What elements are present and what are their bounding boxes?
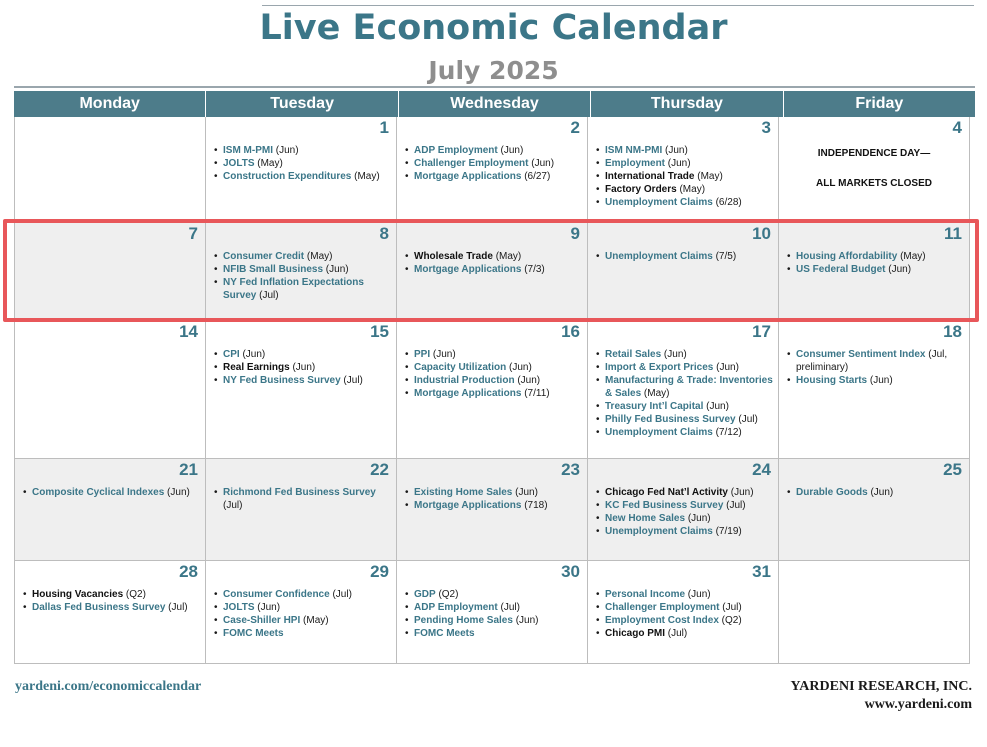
event-item — [596, 374, 774, 400]
event-item — [23, 588, 201, 601]
day-cell — [588, 117, 779, 223]
weekday-thursday: Thursday — [591, 91, 783, 117]
day-cell — [206, 321, 397, 459]
event-item — [214, 627, 392, 640]
event-period: (May) — [641, 388, 670, 399]
day-cell — [588, 561, 779, 664]
event-item — [787, 374, 965, 387]
event-period: (Jul) — [719, 602, 742, 613]
event-link[interactable]: Construction Expenditures — [223, 171, 352, 182]
event-period: (Jun) — [665, 158, 691, 169]
event-list — [15, 561, 205, 614]
event-period: (Jun) — [514, 375, 541, 386]
event-item — [214, 348, 392, 361]
event-period: (May) — [300, 615, 329, 626]
event-period: (Jun) — [867, 487, 894, 498]
event-list — [397, 561, 587, 640]
event-period: (Jul) — [497, 602, 520, 613]
event-link[interactable]: Unemployment Claims — [605, 427, 713, 438]
event-period: (Jun) — [239, 349, 266, 360]
event-period: (Jun) — [164, 487, 190, 498]
event-item — [596, 196, 774, 209]
event-item — [214, 361, 392, 374]
event-period: (Jul, preliminary) — [796, 349, 948, 373]
weekday-wednesday: Wednesday — [399, 91, 591, 117]
event-link[interactable]: Richmond Fed Business Survey — [223, 487, 376, 498]
event-list — [206, 561, 396, 640]
event-link[interactable]: Dallas Fed Business Survey — [32, 602, 166, 613]
weekday-tuesday: Tuesday — [206, 91, 398, 117]
day-number: 10 — [752, 224, 771, 243]
event-link[interactable]: Unemployment Claims — [605, 197, 713, 208]
event-period: (Jul) — [735, 414, 758, 425]
event-item — [596, 170, 774, 183]
event-link[interactable]: PPI — [414, 349, 431, 360]
day-cell — [15, 459, 206, 561]
event-name: Factory Orders — [605, 184, 677, 195]
day-number: 7 — [188, 224, 198, 243]
event-period: (Jul) — [723, 500, 746, 511]
event-link[interactable]: Mortgage Applications — [414, 388, 522, 399]
event-list — [588, 561, 778, 640]
event-link[interactable]: Unemployment Claims — [605, 251, 713, 262]
day-cell — [397, 321, 588, 459]
event-link[interactable]: FOMC Meets — [223, 628, 284, 639]
event-link[interactable]: US Federal Budget — [796, 264, 886, 275]
day-cell — [15, 321, 206, 459]
day-cell — [15, 561, 206, 664]
event-item — [596, 400, 774, 413]
event-item — [214, 157, 392, 170]
event-link[interactable]: Housing Affordability — [796, 251, 898, 262]
event-item — [214, 170, 392, 183]
day-number: 29 — [370, 562, 389, 581]
event-name: Chicago PMI — [605, 628, 666, 639]
event-link[interactable]: Existing Home Sales — [414, 487, 513, 498]
day-cell — [397, 561, 588, 664]
event-name: Chicago Fed Nat’l Activity — [605, 487, 728, 498]
event-link[interactable]: Unemployment Claims — [605, 526, 713, 537]
event-link[interactable]: Employment — [605, 158, 666, 169]
event-period: (Jun) — [289, 362, 316, 373]
day-number: 21 — [179, 460, 198, 479]
event-period: (7/3) — [521, 264, 545, 275]
event-item — [405, 250, 583, 263]
event-period: (Jul) — [665, 628, 688, 639]
day-cell — [588, 459, 779, 561]
event-item — [214, 144, 392, 157]
event-period: (Jun) — [727, 487, 754, 498]
event-item — [596, 426, 774, 439]
event-item — [405, 588, 583, 601]
event-link[interactable]: Challenger Employment — [414, 158, 529, 169]
event-period: (Jun) — [512, 487, 538, 498]
event-list — [397, 223, 587, 276]
event-list — [588, 459, 778, 538]
event-link[interactable]: ISM M-PMI — [223, 145, 273, 156]
event-link[interactable]: Mortgage Applications — [414, 171, 522, 182]
event-list — [588, 223, 778, 263]
subtitle-rule — [14, 86, 975, 88]
day-number: 11 — [944, 224, 962, 243]
event-period: (Q2) — [718, 615, 742, 626]
event-item — [405, 170, 583, 183]
week-row — [14, 459, 975, 561]
event-link[interactable]: ADP Employment — [414, 602, 498, 613]
event-period: (Jun) — [685, 513, 711, 524]
event-link[interactable]: Composite Cyclical Indexes — [32, 487, 165, 498]
event-period: (Jun) — [323, 264, 349, 275]
event-item — [596, 588, 774, 601]
event-item — [405, 361, 583, 374]
event-item — [405, 144, 583, 157]
event-item — [787, 348, 965, 374]
day-number: 24 — [752, 460, 771, 479]
event-item — [405, 157, 583, 170]
day-cell — [779, 223, 970, 321]
event-period: (Jun) — [506, 362, 532, 373]
event-link[interactable]: KC Fed Business Survey — [605, 500, 724, 511]
day-cell — [779, 561, 970, 664]
event-list — [588, 117, 778, 209]
event-list — [206, 321, 396, 387]
event-period: (7/5) — [712, 251, 737, 262]
event-item — [214, 276, 392, 302]
event-link[interactable]: FOMC Meets — [414, 628, 475, 639]
event-period: (Jul) — [329, 589, 352, 600]
event-period: (May) — [254, 158, 283, 169]
event-period: (7/11) — [521, 388, 550, 399]
event-period: (Jun) — [497, 145, 524, 156]
event-period: (Jun) — [703, 401, 729, 412]
day-number: 28 — [179, 562, 198, 581]
day-number: 1 — [379, 118, 389, 137]
day-number: 22 — [370, 460, 389, 479]
calendar-weeks — [14, 117, 975, 664]
weekday-monday: Monday — [14, 91, 206, 117]
event-period: (Jun) — [685, 589, 711, 600]
calendar — [14, 91, 975, 664]
page-title: Live Economic Calendar — [259, 8, 728, 48]
event-link[interactable]: Personal Income — [605, 589, 686, 600]
day-number: 23 — [561, 460, 580, 479]
event-period: (Jul) — [256, 290, 279, 301]
event-link[interactable]: ISM NM-PMI — [605, 145, 663, 156]
event-link[interactable]: Durable Goods — [796, 487, 868, 498]
event-item — [596, 144, 774, 157]
day-number: 15 — [370, 322, 389, 341]
day-cell — [779, 459, 970, 561]
event-item — [405, 387, 583, 400]
event-period: (May) — [676, 184, 706, 195]
day-cell — [206, 459, 397, 561]
day-cell — [588, 321, 779, 459]
week-row — [14, 561, 975, 664]
event-period: (Jun) — [867, 375, 893, 386]
event-item — [214, 614, 392, 627]
event-link[interactable]: Challenger Employment — [605, 602, 720, 613]
week-row — [14, 117, 975, 223]
event-list — [779, 321, 969, 387]
day-cell — [15, 223, 206, 321]
event-period: (May) — [694, 171, 723, 182]
holiday-notice — [779, 147, 969, 207]
event-link[interactable]: ADP Employment — [414, 145, 498, 156]
event-item — [787, 486, 965, 499]
day-cell — [779, 117, 970, 223]
event-name: Real Earnings — [223, 362, 290, 373]
event-item — [214, 250, 392, 263]
event-link[interactable]: CPI — [223, 349, 240, 360]
day-number: 16 — [561, 322, 580, 341]
event-link[interactable]: Capacity Utilization — [414, 362, 507, 373]
event-item — [596, 348, 774, 361]
event-link[interactable]: Consumer Credit — [223, 251, 305, 262]
event-period: (Jun) — [885, 264, 912, 275]
event-link[interactable]: Employment Cost Index — [605, 615, 719, 626]
event-period: (Jun) — [512, 615, 539, 626]
event-link[interactable]: Import & Export Prices — [605, 362, 714, 373]
event-period: (7/19) — [712, 526, 742, 537]
day-cell — [206, 223, 397, 321]
event-item — [787, 250, 965, 263]
event-name: Wholesale Trade — [414, 251, 493, 262]
event-item — [214, 601, 392, 614]
event-list — [206, 459, 396, 512]
event-link[interactable]: Consumer Sentiment Index — [796, 349, 926, 360]
event-item — [405, 374, 583, 387]
event-link[interactable]: JOLTS — [223, 158, 255, 169]
event-period: (Jul) — [340, 375, 363, 386]
event-link[interactable]: NFIB Small Business — [223, 264, 324, 275]
day-cell — [397, 223, 588, 321]
event-link[interactable]: Philly Fed Business Survey — [605, 414, 736, 425]
event-period: (Jun) — [661, 349, 687, 360]
day-cell — [397, 459, 588, 561]
calendar-url-link[interactable]: yardeni.com/economiccalendar — [15, 679, 202, 694]
event-link[interactable]: Industrial Production — [414, 375, 515, 386]
event-period: (Jun) — [254, 602, 281, 613]
day-number: 8 — [379, 224, 389, 243]
event-link[interactable]: Case-Shiller HPI — [223, 615, 301, 626]
event-item — [214, 374, 392, 387]
event-list — [206, 117, 396, 183]
event-link[interactable]: Housing Starts — [796, 375, 868, 386]
day-number: 30 — [561, 562, 580, 581]
event-period: (7/12) — [712, 427, 742, 438]
event-period: (Jun) — [273, 145, 299, 156]
event-link[interactable]: Mortgage Applications — [414, 500, 522, 511]
day-cell — [779, 321, 970, 459]
event-period: (Jul) — [223, 500, 243, 511]
event-period: (6/27) — [521, 171, 551, 182]
event-link[interactable]: Retail Sales — [605, 349, 662, 360]
event-list — [397, 459, 587, 512]
event-item — [596, 157, 774, 170]
event-item — [405, 486, 583, 499]
event-link[interactable]: Mortgage Applications — [414, 264, 522, 275]
event-period: (Q2) — [123, 589, 146, 600]
event-item — [405, 263, 583, 276]
day-cell — [397, 117, 588, 223]
day-number: 4 — [952, 118, 962, 137]
event-link[interactable]: Pending Home Sales — [414, 615, 513, 626]
event-name: Housing Vacancies — [32, 589, 124, 600]
event-period: (Q2) — [435, 589, 459, 600]
event-list — [779, 459, 969, 499]
day-number: 31 — [752, 562, 771, 581]
event-item — [405, 499, 583, 512]
event-link[interactable]: JOLTS — [223, 602, 255, 613]
event-period: (May) — [304, 251, 333, 262]
event-link[interactable]: New Home Sales — [605, 513, 686, 524]
event-link[interactable]: NY Fed Inflation Expectations Survey — [223, 277, 364, 301]
day-cell — [206, 117, 397, 223]
holiday-line: ALL MARKETS CLOSED — [816, 178, 932, 189]
event-item — [405, 601, 583, 614]
event-list — [206, 223, 396, 302]
day-cell — [206, 561, 397, 664]
event-item — [214, 588, 392, 601]
weekday-header — [14, 91, 975, 117]
day-number: 17 — [752, 322, 771, 341]
day-number: 18 — [943, 322, 962, 341]
weekday-friday: Friday — [855, 95, 904, 112]
event-period: (6/28) — [712, 197, 742, 208]
event-link[interactable]: Manufacturing & Trade: Inventories & Sales — [605, 375, 773, 399]
holiday-line: INDEPENDENCE DAY— — [817, 148, 931, 159]
event-period: (May) — [351, 171, 380, 182]
event-item — [787, 263, 965, 276]
event-item — [596, 512, 774, 525]
event-item — [596, 627, 774, 640]
event-item — [405, 627, 583, 640]
event-link[interactable]: NY Fed Business Survey — [223, 375, 341, 386]
week-row — [14, 321, 975, 459]
event-period: (Jun) — [713, 362, 739, 373]
event-item — [405, 348, 583, 361]
day-number: 2 — [570, 118, 580, 137]
event-link[interactable]: Treasury Int’l Capital — [605, 401, 704, 412]
event-item — [596, 614, 774, 627]
event-list — [15, 459, 205, 499]
event-item — [596, 601, 774, 614]
event-list — [397, 117, 587, 183]
event-item — [214, 263, 392, 276]
event-item — [596, 413, 774, 426]
event-period: (Jun) — [528, 158, 555, 169]
event-item — [23, 601, 201, 614]
day-number: 25 — [943, 460, 962, 479]
event-item — [596, 183, 774, 196]
company-website-link[interactable]: www.yardeni.com — [864, 697, 972, 712]
day-cell — [588, 223, 779, 321]
event-item — [214, 486, 392, 512]
event-item — [596, 250, 774, 263]
event-period: (Jun) — [430, 349, 456, 360]
day-number: 14 — [179, 322, 198, 341]
event-list — [397, 321, 587, 400]
event-item — [596, 525, 774, 538]
event-item — [596, 361, 774, 374]
event-period: (Jul) — [165, 602, 188, 613]
day-cell — [15, 117, 206, 223]
event-list — [779, 223, 969, 276]
top-rule — [262, 5, 974, 6]
week-row — [14, 223, 975, 321]
event-period: (718) — [521, 500, 548, 511]
page-subtitle: July 2025 — [428, 56, 559, 85]
event-period: (May) — [897, 251, 926, 262]
day-number: 3 — [761, 118, 771, 137]
company-name: YARDENI RESEARCH, INC. — [790, 679, 972, 694]
event-list — [588, 321, 778, 439]
event-link[interactable]: GDP — [414, 589, 436, 600]
event-item — [405, 614, 583, 627]
day-number: 9 — [570, 224, 580, 243]
event-item — [23, 486, 201, 499]
event-link[interactable]: Consumer Confidence — [223, 589, 330, 600]
event-period: (Jun) — [662, 145, 688, 156]
event-period: (May) — [492, 251, 522, 262]
event-item — [596, 499, 774, 512]
event-item — [596, 486, 774, 499]
event-name: International Trade — [605, 171, 695, 182]
